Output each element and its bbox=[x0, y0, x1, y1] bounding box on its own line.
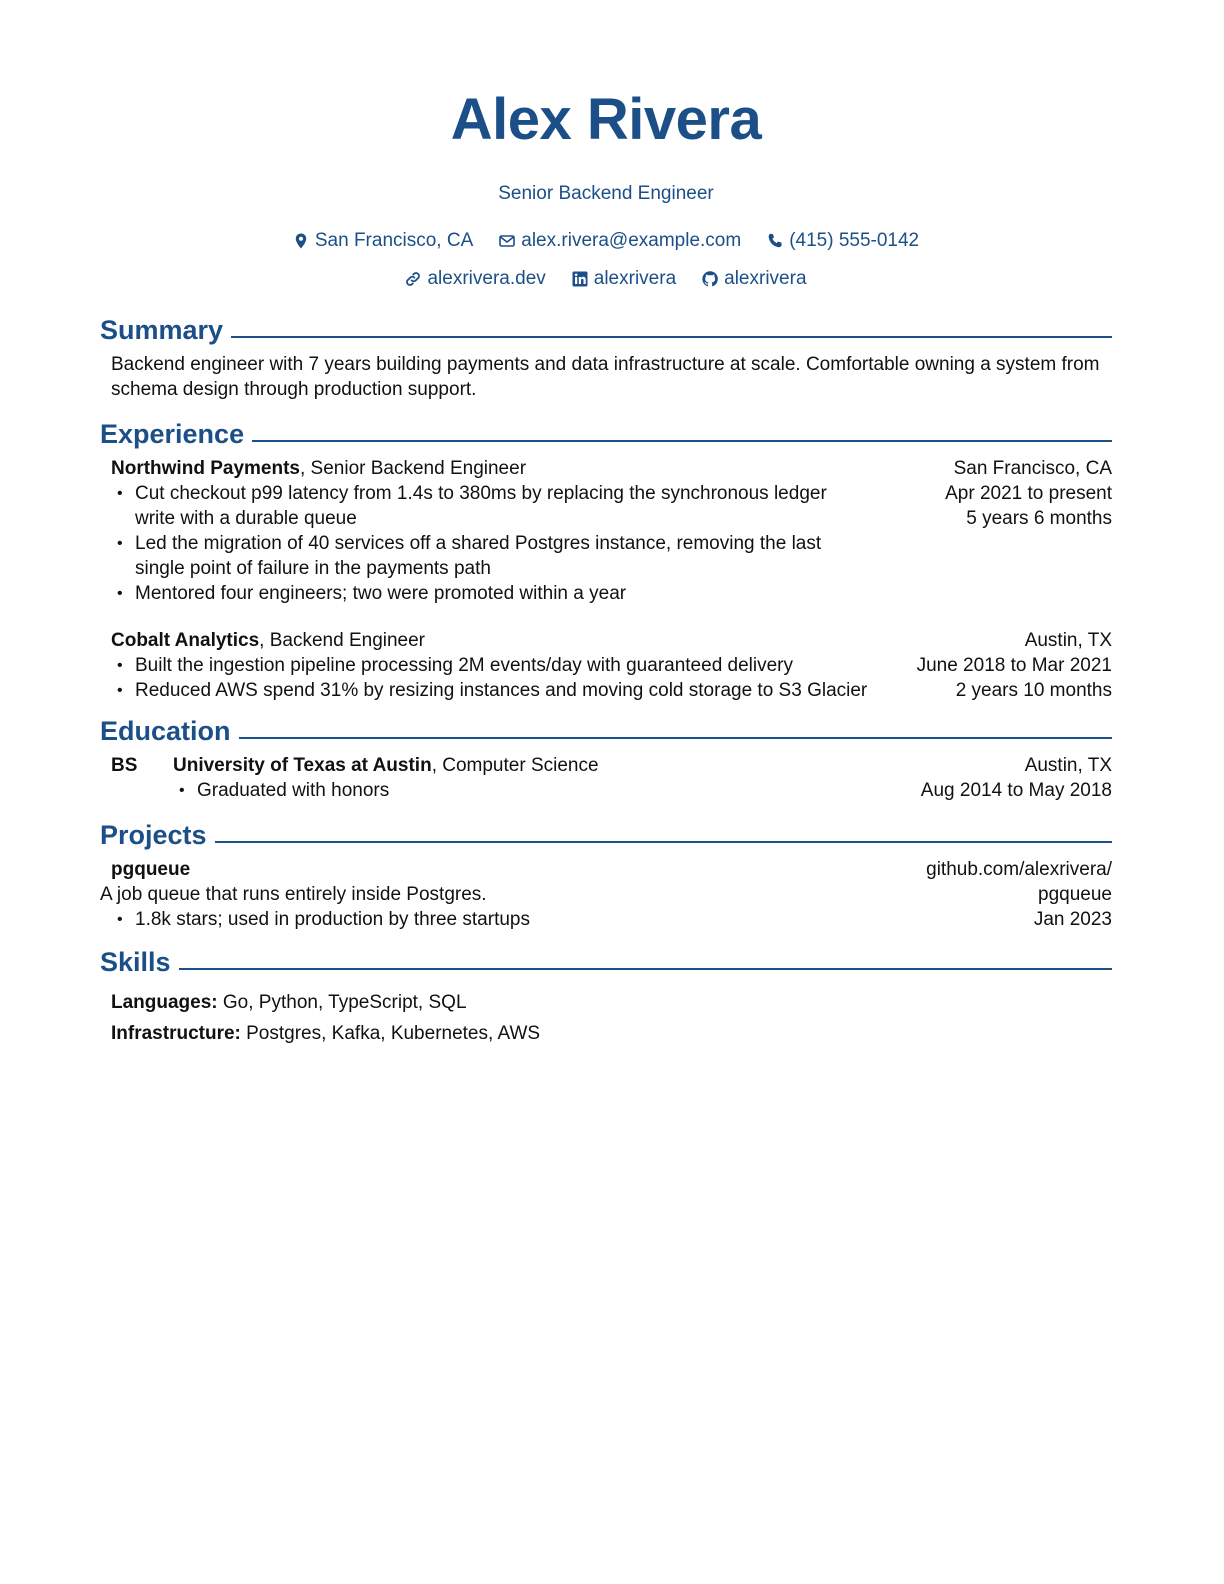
envelope-icon bbox=[499, 233, 515, 249]
project-name: pgqueue bbox=[111, 859, 191, 880]
list-item: • Cut checkout p99 latency from 1.4s to 380ms by replacing the synchronous ledger write with a durable queue bbox=[111, 481, 871, 531]
section-divider bbox=[179, 968, 1112, 970]
experience-company: Cobalt Analytics bbox=[111, 630, 260, 651]
experience-highlights bbox=[111, 653, 871, 703]
skill-label: Infrastructure: bbox=[111, 1023, 241, 1044]
contact-list bbox=[100, 228, 1112, 292]
project-date: Jan 2023 bbox=[1033, 909, 1112, 930]
education-degree: BS bbox=[111, 755, 138, 776]
experience-duration: 2 years 10 months bbox=[955, 680, 1112, 701]
education-highlights bbox=[173, 778, 599, 803]
experience-location: Austin, TX bbox=[1024, 630, 1112, 651]
list-item: • Reduced AWS spend 31% by resizing instances and moving cold storage to S3 Glacier bbox=[111, 678, 871, 703]
project-entry bbox=[100, 857, 1112, 932]
summary-text: Backend engineer with 7 years building payments and data infrastructure at scale. Comfortable owning a system from schema design through production support. bbox=[111, 354, 1100, 400]
experience-position: , Backend Engineer bbox=[259, 630, 426, 651]
section-divider bbox=[252, 440, 1112, 442]
project-summary: A job queue that runs entirely inside Postgres. bbox=[100, 884, 487, 905]
github-icon bbox=[702, 271, 718, 287]
experience-duration: 5 years 6 months bbox=[966, 508, 1112, 529]
section-experience-title: Experience bbox=[100, 419, 245, 449]
section-education-title: Education bbox=[100, 716, 231, 746]
list-item: • Graduated with honors bbox=[173, 778, 599, 803]
project-url-line1[interactable]: github.com/alexrivera/ bbox=[926, 859, 1112, 880]
phone-icon bbox=[767, 233, 783, 249]
contact-github[interactable] bbox=[702, 266, 806, 292]
section-skills-title: Skills bbox=[100, 947, 171, 977]
section-skills bbox=[100, 946, 1112, 978]
section-projects-title: Projects bbox=[100, 820, 207, 850]
list-item: • 1.8k stars; used in production by three startups bbox=[111, 907, 906, 932]
section-divider bbox=[231, 336, 1112, 338]
section-summary bbox=[100, 314, 1112, 346]
education-institution: University of Texas at Austin bbox=[173, 755, 432, 776]
section-education bbox=[100, 715, 1112, 747]
contact-location-text: San Francisco, CA bbox=[314, 230, 474, 251]
link-icon bbox=[405, 271, 421, 287]
candidate-headline: Senior Backend Engineer bbox=[498, 183, 714, 204]
list-item: • Mentored four engineers; two were promoted within a year bbox=[111, 581, 871, 606]
contact-website-text[interactable]: alexrivera.dev bbox=[427, 268, 546, 289]
resume-header bbox=[100, 0, 1112, 292]
contact-linkedin[interactable] bbox=[572, 266, 676, 292]
experience-entry bbox=[111, 628, 1112, 703]
section-experience bbox=[100, 418, 1112, 450]
project-highlights bbox=[111, 907, 906, 932]
experience-company: Northwind Payments bbox=[111, 458, 300, 479]
section-divider bbox=[239, 737, 1112, 739]
contact-location bbox=[293, 228, 473, 254]
contact-linkedin-text[interactable]: alexrivera bbox=[593, 268, 677, 289]
experience-entry bbox=[111, 456, 1112, 606]
experience-heading bbox=[111, 628, 871, 653]
experience-highlights bbox=[111, 481, 871, 606]
list-item: • Built the ingestion pipeline processing 2M events/day with guaranteed delivery bbox=[111, 653, 871, 678]
experience-position: , Senior Backend Engineer bbox=[299, 458, 527, 479]
experience-dates: Apr 2021 to present bbox=[945, 483, 1112, 504]
contact-phone-text[interactable]: (415) 555-0142 bbox=[789, 230, 920, 251]
experience-location: San Francisco, CA bbox=[953, 458, 1112, 479]
project-url[interactable] bbox=[926, 857, 1112, 907]
education-area: , Computer Science bbox=[431, 755, 599, 776]
skill-row bbox=[111, 990, 1112, 1015]
skill-value: Go, Python, TypeScript, SQL bbox=[217, 992, 467, 1013]
list-item: • Led the migration of 40 services off a shared Postgres instance, removing the last single point of failure in the payments path bbox=[111, 531, 871, 581]
contact-github-text[interactable]: alexrivera bbox=[724, 268, 807, 289]
skill-row bbox=[111, 1021, 1112, 1046]
education-dates: Aug 2014 to May 2018 bbox=[920, 780, 1112, 801]
contact-email-text[interactable]: alex.rivera@example.com bbox=[521, 230, 742, 251]
section-summary-title: Summary bbox=[100, 315, 224, 345]
section-divider bbox=[215, 841, 1112, 843]
map-pin-icon bbox=[293, 233, 309, 249]
education-entry bbox=[111, 753, 1112, 803]
contact-email[interactable] bbox=[499, 228, 741, 254]
section-projects bbox=[100, 819, 1112, 851]
skill-label: Languages: bbox=[111, 992, 218, 1013]
contact-phone[interactable] bbox=[767, 228, 919, 254]
education-location: Austin, TX bbox=[1024, 755, 1112, 776]
project-url-line2[interactable]: pgqueue bbox=[1038, 884, 1112, 905]
skill-value: Postgres, Kafka, Kubernetes, AWS bbox=[240, 1023, 541, 1044]
education-heading bbox=[173, 753, 599, 778]
contact-website[interactable] bbox=[405, 266, 545, 292]
linkedin-icon bbox=[572, 271, 588, 287]
experience-dates: June 2018 to Mar 2021 bbox=[916, 655, 1112, 676]
experience-heading bbox=[111, 456, 871, 481]
candidate-name: Alex Rivera bbox=[450, 87, 762, 152]
